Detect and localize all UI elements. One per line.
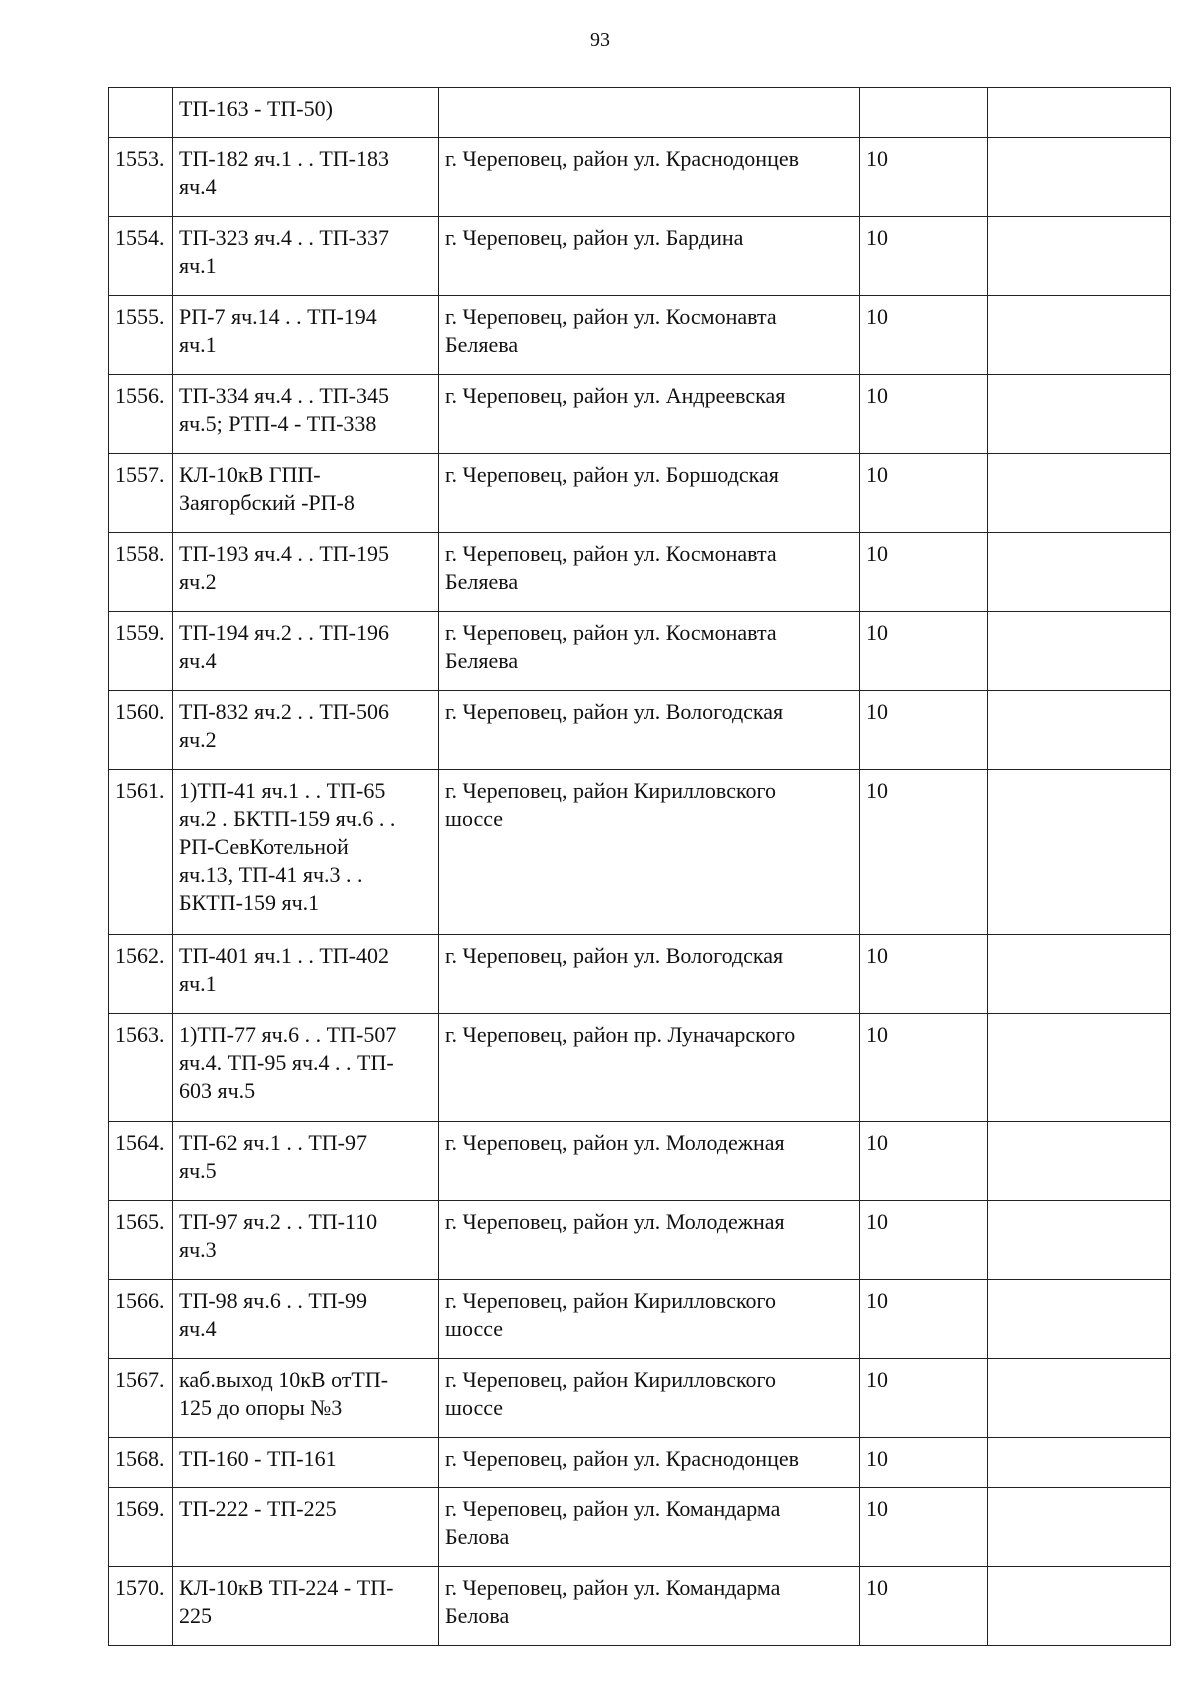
location-cell: г. Череповец, район ул. Космонавта Беляева: [439, 533, 860, 612]
voltage-cell: 10: [860, 217, 988, 296]
table-row: [109, 296, 1171, 375]
line-name-cell: ТП-334 яч.4 . . ТП-345 яч.5; РТП-4 - ТП-338: [173, 375, 439, 454]
table-row: [109, 454, 1171, 533]
table-row: [109, 770, 1171, 935]
row-number-cell: 1558.: [109, 533, 173, 612]
line-name-cell: 1)ТП-77 яч.6 . . ТП-507 яч.4. ТП-95 яч.4 . . ТП- 603 яч.5: [173, 1014, 439, 1122]
notes-cell: [988, 1122, 1171, 1201]
location-cell: г. Череповец, район ул. Андреевская: [439, 375, 860, 454]
row-number-cell: 1555.: [109, 296, 173, 375]
location-cell: г. Череповец, район ул. Молодежная: [439, 1201, 860, 1280]
line-name-cell: ТП-194 яч.2 . . ТП-196 яч.4: [173, 612, 439, 691]
location-cell: [439, 88, 860, 138]
voltage-cell: 10: [860, 375, 988, 454]
table-row: [109, 1122, 1171, 1201]
table-row: [109, 1201, 1171, 1280]
line-name-cell: ТП-222 - ТП-225: [173, 1488, 439, 1567]
voltage-cell: 10: [860, 1488, 988, 1567]
line-name-cell: КЛ-10кВ ГПП- Заягорбский -РП-8: [173, 454, 439, 533]
voltage-cell: 10: [860, 1567, 988, 1646]
notes-cell: [988, 1438, 1171, 1488]
voltage-cell: 10: [860, 935, 988, 1014]
table-row: [109, 1567, 1171, 1646]
line-name-cell: ТП-97 яч.2 . . ТП-110 яч.3: [173, 1201, 439, 1280]
voltage-cell: 10: [860, 1359, 988, 1438]
voltage-cell: 10: [860, 454, 988, 533]
row-number-cell: 1553.: [109, 138, 173, 217]
table-row: [109, 533, 1171, 612]
page-number: 93: [590, 29, 610, 51]
row-number-cell: 1556.: [109, 375, 173, 454]
row-number-cell: 1568.: [109, 1438, 173, 1488]
table-row: [109, 1280, 1171, 1359]
table-row: [109, 217, 1171, 296]
row-number-cell: 1557.: [109, 454, 173, 533]
line-name-cell: ТП-832 яч.2 . . ТП-506 яч.2: [173, 691, 439, 770]
voltage-cell: 10: [860, 1280, 988, 1359]
location-cell: г. Череповец, район ул. Командарма Белова: [439, 1567, 860, 1646]
line-name-cell: ТП-323 яч.4 . . ТП-337 яч.1: [173, 217, 439, 296]
voltage-cell: 10: [860, 1014, 988, 1122]
line-name-cell: ТП-163 - ТП-50): [173, 88, 439, 138]
notes-cell: [988, 533, 1171, 612]
voltage-cell: 10: [860, 533, 988, 612]
row-number-cell: 1565.: [109, 1201, 173, 1280]
table-row: [109, 1488, 1171, 1567]
location-cell: г. Череповец, район ул. Вологодская: [439, 935, 860, 1014]
line-name-cell: ТП-62 яч.1 . . ТП-97 яч.5: [173, 1122, 439, 1201]
notes-cell: [988, 88, 1171, 138]
voltage-cell: [860, 88, 988, 138]
notes-cell: [988, 935, 1171, 1014]
table-row: [109, 935, 1171, 1014]
row-number-cell: 1567.: [109, 1359, 173, 1438]
notes-cell: [988, 375, 1171, 454]
row-number-cell: 1569.: [109, 1488, 173, 1567]
line-name-cell: КЛ-10кВ ТП-224 - ТП- 225: [173, 1567, 439, 1646]
line-name-cell: 1)ТП-41 яч.1 . . ТП-65 яч.2 . БКТП-159 яч.6 . . РП-СевКотельной яч.13, ТП-41 яч.3 . . БКТП-159 яч.1: [173, 770, 439, 935]
notes-cell: [988, 217, 1171, 296]
table-row: [109, 88, 1171, 138]
line-name-cell: РП-7 яч.14 . . ТП-194 яч.1: [173, 296, 439, 375]
row-number-cell: 1564.: [109, 1122, 173, 1201]
row-number-cell: 1554.: [109, 217, 173, 296]
line-name-cell: ТП-182 яч.1 . . ТП-183 яч.4: [173, 138, 439, 217]
row-number-cell: 1566.: [109, 1280, 173, 1359]
row-number-cell: 1559.: [109, 612, 173, 691]
table-row: [109, 691, 1171, 770]
table-row: [109, 1438, 1171, 1488]
location-cell: г. Череповец, район Кирилловского шоссе: [439, 770, 860, 935]
line-name-cell: каб.выход 10кВ отТП- 125 до опоры №3: [173, 1359, 439, 1438]
voltage-cell: 10: [860, 1201, 988, 1280]
location-cell: г. Череповец, район пр. Луначарского: [439, 1014, 860, 1122]
location-cell: г. Череповец, район ул. Молодежная: [439, 1122, 860, 1201]
notes-cell: [988, 1488, 1171, 1567]
row-number-cell: [109, 88, 173, 138]
voltage-cell: 10: [860, 296, 988, 375]
location-cell: г. Череповец, район ул. Космонавта Беляева: [439, 612, 860, 691]
voltage-cell: 10: [860, 770, 988, 935]
location-cell: г. Череповец, район ул. Краснодонцев: [439, 138, 860, 217]
notes-cell: [988, 770, 1171, 935]
location-cell: г. Череповец, район ул. Краснодонцев: [439, 1438, 860, 1488]
notes-cell: [988, 1201, 1171, 1280]
notes-cell: [988, 1359, 1171, 1438]
table-row: [109, 1359, 1171, 1438]
table-row: [109, 375, 1171, 454]
line-name-cell: ТП-98 яч.6 . . ТП-99 яч.4: [173, 1280, 439, 1359]
voltage-cell: 10: [860, 612, 988, 691]
line-name-cell: ТП-160 - ТП-161: [173, 1438, 439, 1488]
location-cell: г. Череповец, район ул. Боршодская: [439, 454, 860, 533]
location-cell: г. Череповец, район Кирилловского шоссе: [439, 1280, 860, 1359]
row-number-cell: 1570.: [109, 1567, 173, 1646]
notes-cell: [988, 1014, 1171, 1122]
location-cell: г. Череповец, район ул. Космонавта Беляева: [439, 296, 860, 375]
row-number-cell: 1562.: [109, 935, 173, 1014]
notes-cell: [988, 296, 1171, 375]
notes-cell: [988, 454, 1171, 533]
notes-cell: [988, 612, 1171, 691]
voltage-cell: 10: [860, 1438, 988, 1488]
table-body: [109, 88, 1171, 1646]
notes-cell: [988, 1567, 1171, 1646]
location-cell: г. Череповец, район Кирилловского шоссе: [439, 1359, 860, 1438]
location-cell: г. Череповец, район ул. Командарма Белова: [439, 1488, 860, 1567]
line-name-cell: ТП-193 яч.4 . . ТП-195 яч.2: [173, 533, 439, 612]
notes-cell: [988, 691, 1171, 770]
notes-cell: [988, 1280, 1171, 1359]
row-number-cell: 1561.: [109, 770, 173, 935]
location-cell: г. Череповец, район ул. Бардина: [439, 217, 860, 296]
table-row: [109, 1014, 1171, 1122]
voltage-cell: 10: [860, 1122, 988, 1201]
voltage-cell: 10: [860, 138, 988, 217]
voltage-cell: 10: [860, 691, 988, 770]
notes-cell: [988, 138, 1171, 217]
location-cell: г. Череповец, район ул. Вологодская: [439, 691, 860, 770]
table-row: [109, 612, 1171, 691]
line-name-cell: ТП-401 яч.1 . . ТП-402 яч.1: [173, 935, 439, 1014]
table-row: [109, 138, 1171, 217]
row-number-cell: 1560.: [109, 691, 173, 770]
cable-lines-table: [108, 87, 1171, 1646]
row-number-cell: 1563.: [109, 1014, 173, 1122]
